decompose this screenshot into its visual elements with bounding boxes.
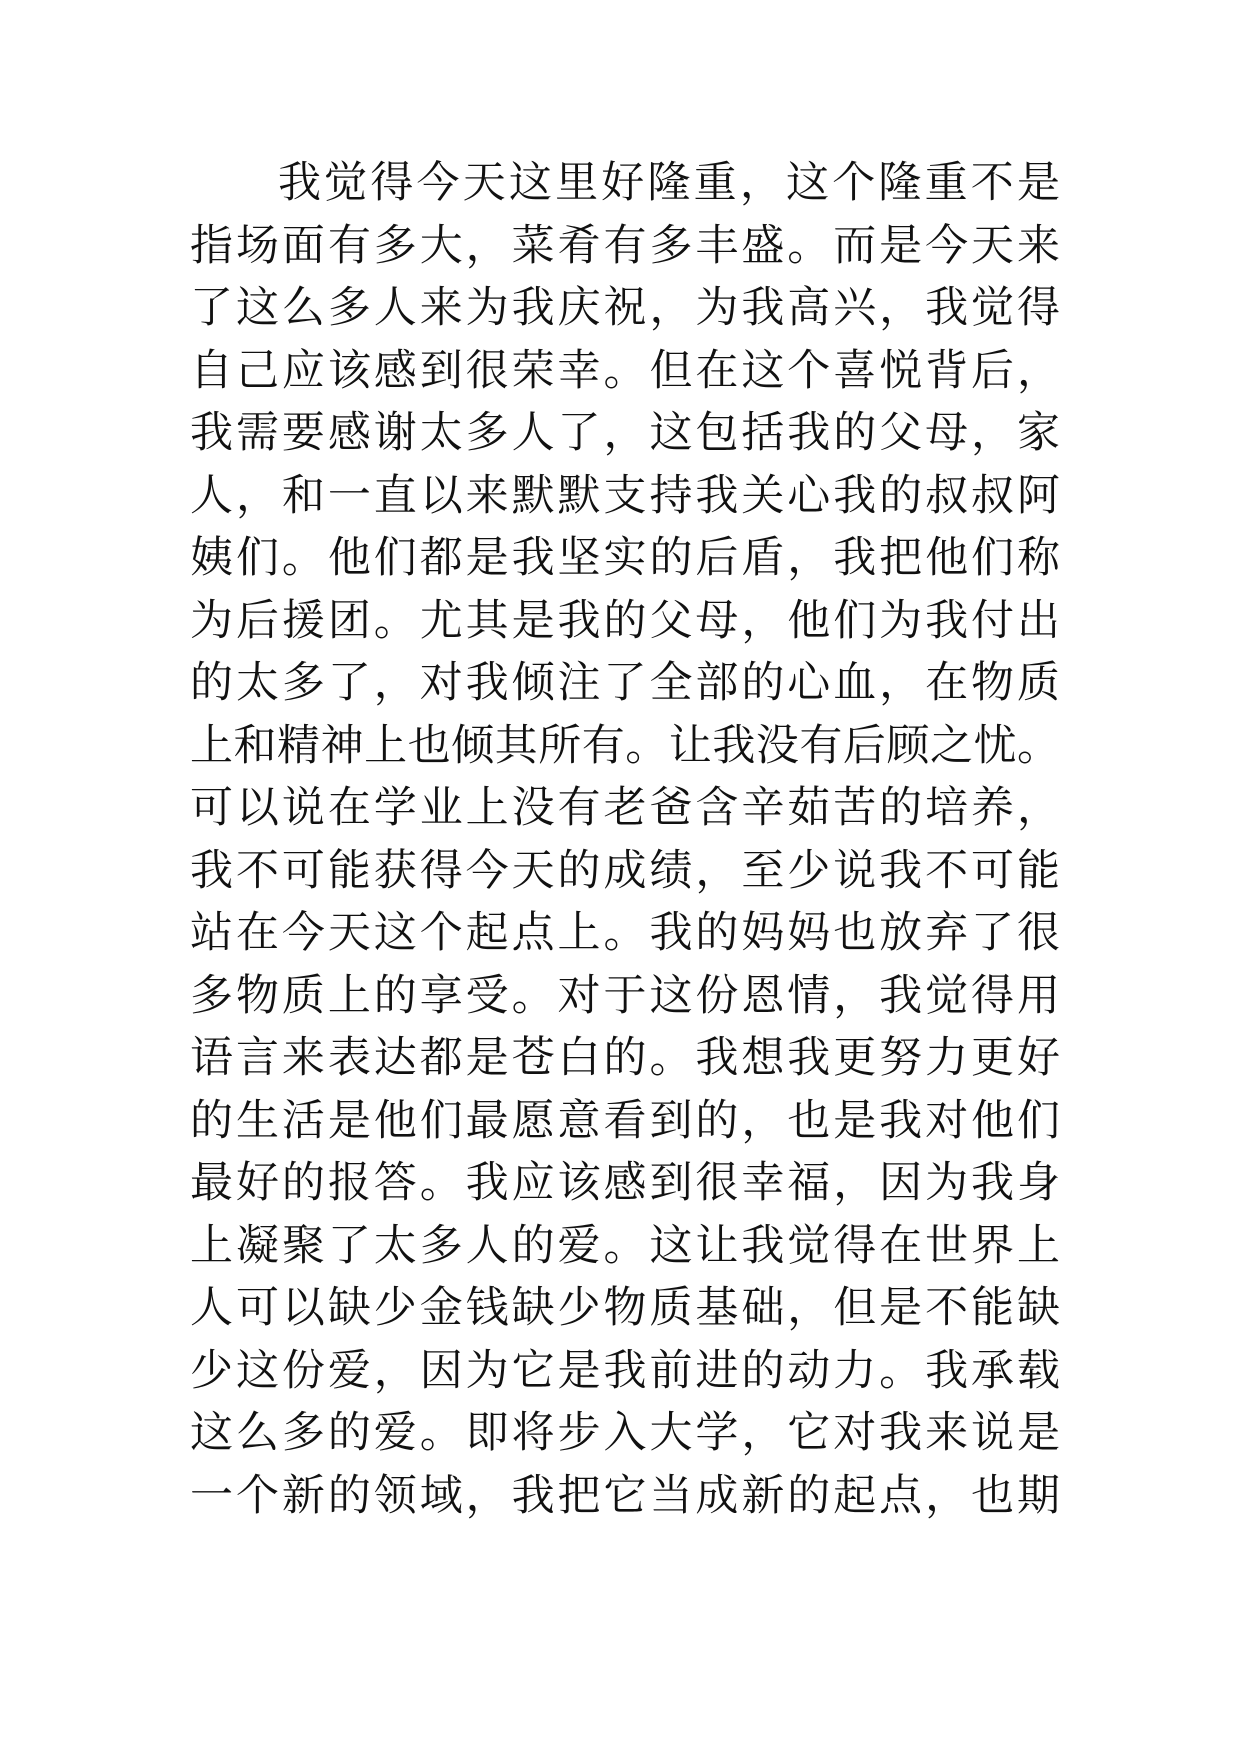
text-line: 站在今天这个起点上。我的妈妈也放弃了很 (190, 908, 1060, 958)
text-line: 多物质上的享受。对于这份恩情，我觉得用 (190, 970, 1060, 1021)
text-line: 人，和一直以来默默支持我关心我的叔叔阿 (190, 470, 1060, 521)
text-line: 最好的报答。我应该感到很幸福，因为我身 (190, 1158, 1060, 1208)
text-line: 为后援团。尤其是我的父母，他们为我付出 (190, 595, 1060, 646)
text-line: 了这么多人来为我庆祝，为我高兴，我觉得 (190, 283, 1060, 333)
text-line: 姨们。他们都是我坚实的后盾，我把他们称 (190, 533, 1060, 583)
text-line: 的太多了，对我倾注了全部的心血，在物质 (190, 658, 1060, 708)
text-line: 自己应该感到很荣幸。但在这个喜悦背后， (190, 345, 1060, 396)
text-line: 我觉得今天这里好隆重，这个隆重不是 (278, 158, 1060, 208)
text-line: 上和精神上也倾其所有。让我没有后顾之忧。 (190, 720, 1060, 771)
text-line: 的生活是他们最愿意看到的，也是我对他们 (190, 1095, 1060, 1146)
text-line: 人可以缺少金钱缺少物质基础，但是不能缺 (190, 1283, 1060, 1333)
text-line: 少这份爱，因为它是我前进的动力。我承载 (190, 1345, 1060, 1396)
text-line: 可以说在学业上没有老爸含辛茹苦的培养， (190, 783, 1060, 833)
text-line: 这么多的爱。即将步入大学，它对我来说是 (190, 1408, 1060, 1458)
text-line: 我不可能获得今天的成绩，至少说我不可能 (190, 845, 1060, 896)
body-paragraph (190, 152, 1060, 1527)
text-line: 指场面有多大，菜肴有多丰盛。而是今天来 (190, 220, 1060, 271)
text-line: 一个新的领域，我把它当成新的起点，也期 (190, 1470, 1060, 1521)
text-line: 上凝聚了太多人的爱。这让我觉得在世界上 (190, 1220, 1060, 1271)
text-line: 我需要感谢太多人了，这包括我的父母，家 (190, 408, 1060, 458)
text-line: 语言来表达都是苍白的。我想我更努力更好 (190, 1033, 1060, 1083)
